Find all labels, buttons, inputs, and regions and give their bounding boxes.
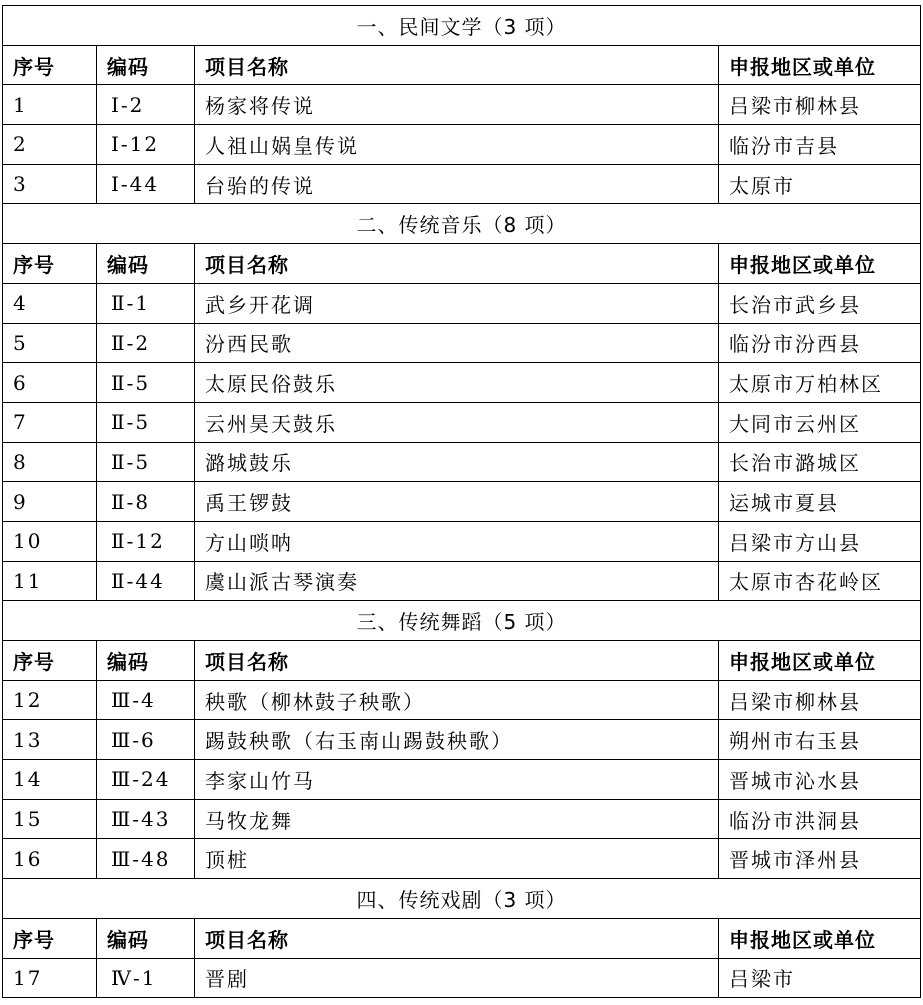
section-title-row (3, 601, 921, 641)
header-unit: 申报地区或单位 (719, 918, 921, 958)
cell-unit: 晋城市沁水县 (719, 760, 921, 800)
cell-index: 9 (3, 482, 97, 522)
cell-name: 武乡开花调 (195, 283, 719, 323)
cell-unit: 运城市夏县 (719, 482, 921, 522)
header-name: 项目名称 (195, 918, 719, 958)
cell-name: 马牧龙舞 (195, 799, 719, 839)
header-index: 序号 (3, 918, 97, 958)
table-row (3, 680, 921, 720)
cell-index: 13 (3, 720, 97, 760)
cell-name: 方山唢呐 (195, 521, 719, 561)
cell-code: Ⅰ-2 (97, 85, 195, 125)
table-row (3, 720, 921, 760)
table-row (3, 283, 921, 323)
header-name: 项目名称 (195, 45, 719, 85)
cell-unit: 太原市万柏林区 (719, 363, 921, 403)
table-row (3, 125, 921, 165)
cell-unit: 吕梁市柳林县 (719, 85, 921, 125)
heritage-table (2, 5, 921, 998)
header-row (3, 918, 921, 958)
cell-name: 潞城鼓乐 (195, 442, 719, 482)
cell-unit: 临汾市洪洞县 (719, 799, 921, 839)
cell-code: Ⅱ-12 (97, 521, 195, 561)
table-row (3, 760, 921, 800)
header-row (3, 244, 921, 284)
cell-code: Ⅱ-44 (97, 561, 195, 601)
section-title: 一、民间文学（3 项） (3, 6, 921, 46)
cell-unit: 大同市云州区 (719, 402, 921, 442)
header-index: 序号 (3, 45, 97, 85)
cell-unit: 长治市武乡县 (719, 283, 921, 323)
table-row (3, 839, 921, 879)
cell-code: Ⅱ-5 (97, 442, 195, 482)
table-row (3, 363, 921, 403)
cell-name: 杨家将传说 (195, 85, 719, 125)
cell-unit: 晋城市泽州县 (719, 839, 921, 879)
cell-index: 6 (3, 363, 97, 403)
cell-code: Ⅱ-5 (97, 402, 195, 442)
cell-code: Ⅰ-12 (97, 125, 195, 165)
header-unit: 申报地区或单位 (719, 244, 921, 284)
cell-index: 17 (3, 958, 97, 998)
cell-name: 禹王锣鼓 (195, 482, 719, 522)
cell-index: 12 (3, 680, 97, 720)
section-title-row (3, 204, 921, 244)
table-row (3, 164, 921, 204)
table-row (3, 323, 921, 363)
cell-code: Ⅲ-48 (97, 839, 195, 879)
cell-index: 10 (3, 521, 97, 561)
section-title-row (3, 879, 921, 919)
cell-name: 踢鼓秧歌（右玉南山踢鼓秧歌） (195, 720, 719, 760)
cell-index: 14 (3, 760, 97, 800)
cell-name: 云州昊天鼓乐 (195, 402, 719, 442)
cell-unit: 吕梁市 (719, 958, 921, 998)
table-row (3, 799, 921, 839)
cell-name: 太原民俗鼓乐 (195, 363, 719, 403)
cell-name: 人祖山娲皇传说 (195, 125, 719, 165)
table-row (3, 561, 921, 601)
cell-index: 5 (3, 323, 97, 363)
cell-unit: 朔州市右玉县 (719, 720, 921, 760)
section-title: 四、传统戏剧（3 项） (3, 879, 921, 919)
cell-code: Ⅰ-44 (97, 164, 195, 204)
header-unit: 申报地区或单位 (719, 45, 921, 85)
cell-unit: 吕梁市方山县 (719, 521, 921, 561)
header-code: 编码 (97, 244, 195, 284)
table-row (3, 482, 921, 522)
cell-index: 2 (3, 125, 97, 165)
cell-name: 虞山派古琴演奏 (195, 561, 719, 601)
cell-index: 3 (3, 164, 97, 204)
cell-index: 1 (3, 85, 97, 125)
header-code: 编码 (97, 45, 195, 85)
cell-unit: 长治市潞城区 (719, 442, 921, 482)
cell-name: 李家山竹马 (195, 760, 719, 800)
cell-name: 顶桩 (195, 839, 719, 879)
cell-unit: 太原市杏花岭区 (719, 561, 921, 601)
section-title-row (3, 6, 921, 46)
table-row (3, 521, 921, 561)
section-title: 三、传统舞蹈（5 项） (3, 601, 921, 641)
cell-code: Ⅱ-1 (97, 283, 195, 323)
cell-code: Ⅲ-6 (97, 720, 195, 760)
cell-unit: 吕梁市柳林县 (719, 680, 921, 720)
cell-unit: 临汾市汾西县 (719, 323, 921, 363)
header-index: 序号 (3, 641, 97, 681)
cell-name: 台骀的传说 (195, 164, 719, 204)
cell-index: 7 (3, 402, 97, 442)
header-unit: 申报地区或单位 (719, 641, 921, 681)
table-row (3, 402, 921, 442)
header-code: 编码 (97, 918, 195, 958)
cell-code: Ⅲ-43 (97, 799, 195, 839)
table-row (3, 85, 921, 125)
cell-code: Ⅲ-24 (97, 760, 195, 800)
cell-index: 16 (3, 839, 97, 879)
cell-index: 11 (3, 561, 97, 601)
header-name: 项目名称 (195, 641, 719, 681)
cell-code: Ⅲ-4 (97, 680, 195, 720)
table-row (3, 442, 921, 482)
cell-code: Ⅱ-2 (97, 323, 195, 363)
cell-name: 秧歌（柳林鼓子秧歌） (195, 680, 719, 720)
table-row (3, 958, 921, 998)
cell-index: 8 (3, 442, 97, 482)
cell-code: Ⅱ-5 (97, 363, 195, 403)
cell-code: Ⅱ-8 (97, 482, 195, 522)
header-row (3, 641, 921, 681)
cell-unit: 太原市 (719, 164, 921, 204)
header-row (3, 45, 921, 85)
cell-index: 15 (3, 799, 97, 839)
cell-name: 汾西民歌 (195, 323, 719, 363)
header-code: 编码 (97, 641, 195, 681)
cell-code: Ⅳ-1 (97, 958, 195, 998)
header-index: 序号 (3, 244, 97, 284)
section-title: 二、传统音乐（8 项） (3, 204, 921, 244)
cell-unit: 临汾市吉县 (719, 125, 921, 165)
header-name: 项目名称 (195, 244, 719, 284)
cell-index: 4 (3, 283, 97, 323)
cell-name: 晋剧 (195, 958, 719, 998)
